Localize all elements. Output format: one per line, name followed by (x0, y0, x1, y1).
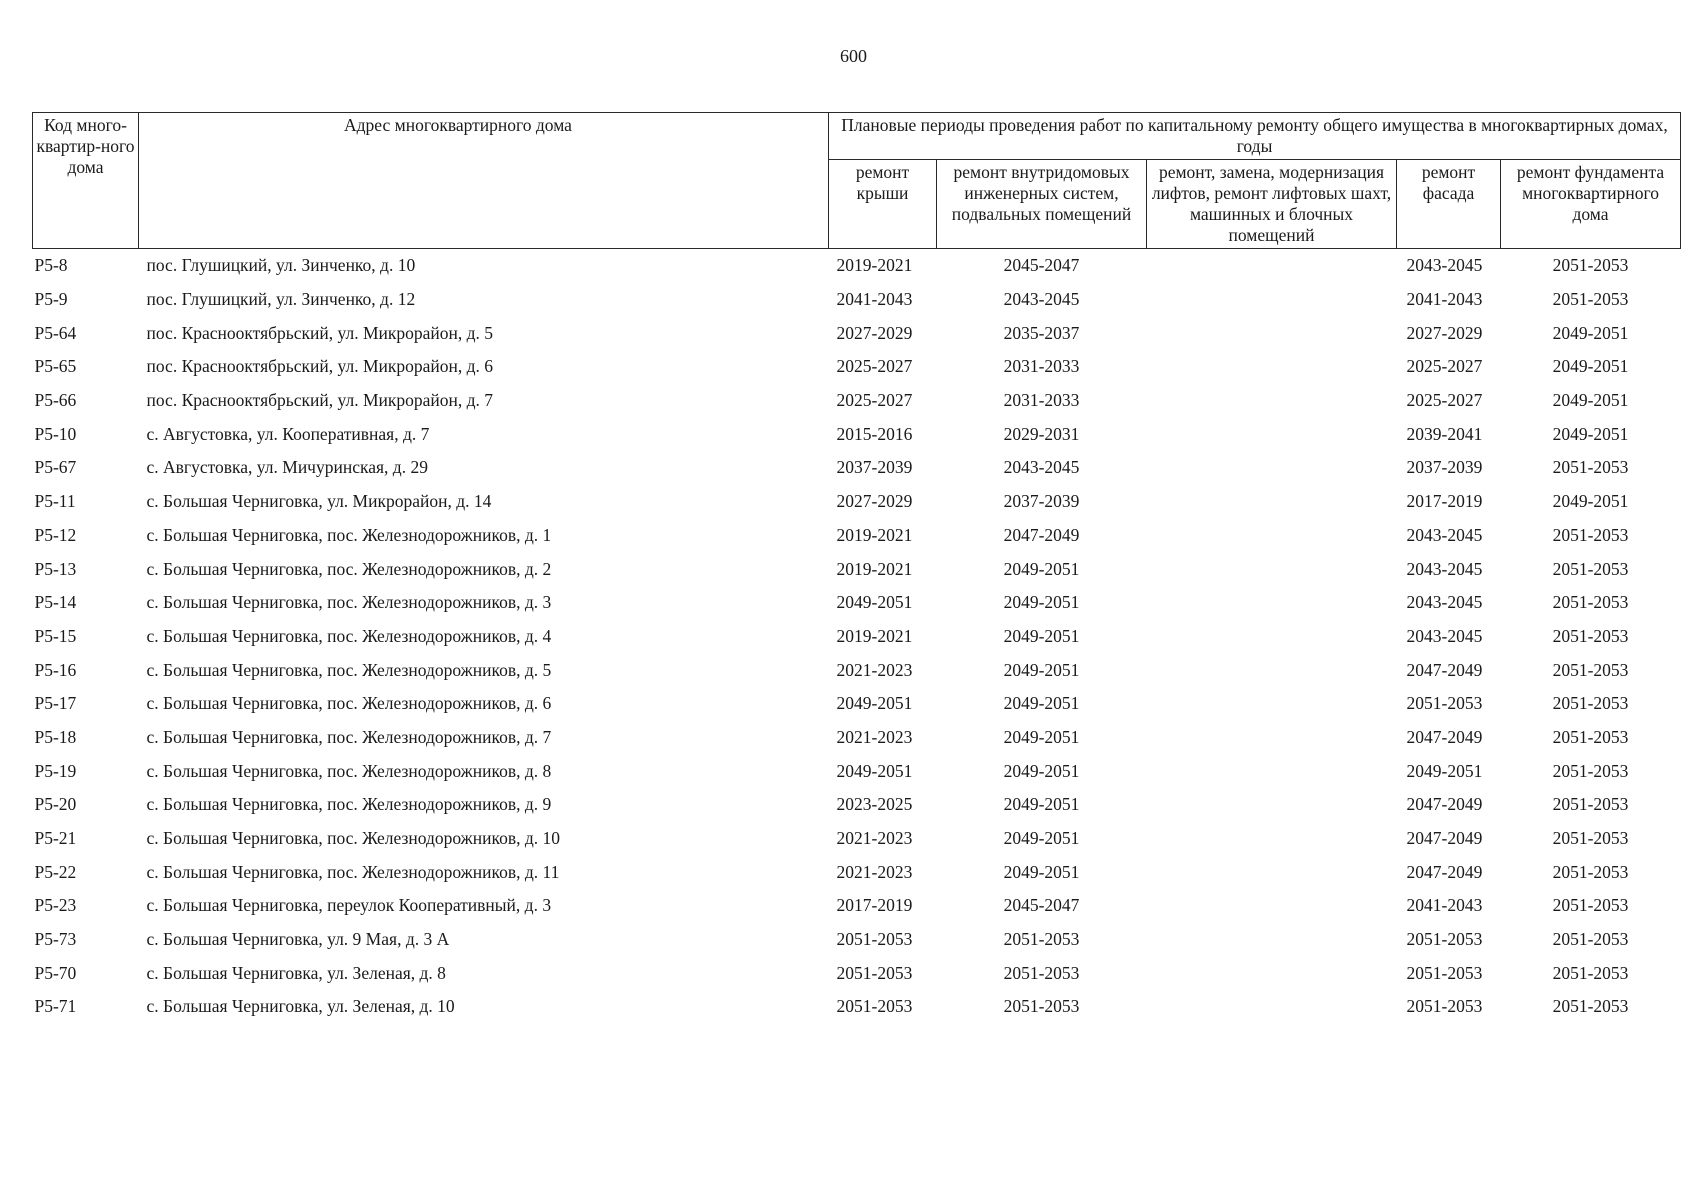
table-row (33, 620, 1681, 654)
cell-facade: 2041-2043 (1406, 289, 1483, 310)
cell-roof: 2021-2023 (836, 861, 913, 882)
cell-foundation: 2051-2053 (1552, 289, 1629, 310)
table-row (33, 451, 1681, 485)
cell-facade: 2039-2041 (1406, 423, 1483, 444)
table-row (33, 552, 1681, 586)
cell-address: с. Большая Черниговка, ул. Зеленая, д. 8 (146, 962, 446, 983)
cell-lifts (1147, 350, 1397, 384)
cell-engineering: 2049-2051 (1003, 828, 1080, 849)
table-row (33, 653, 1681, 687)
cell-foundation: 2051-2053 (1552, 726, 1629, 747)
table-row (33, 822, 1681, 856)
cell-engineering: 2049-2051 (1003, 659, 1080, 680)
cell-facade: 2043-2045 (1406, 625, 1483, 646)
cell-roof: 2023-2025 (836, 794, 913, 815)
cell-engineering: 2047-2049 (1003, 524, 1080, 545)
cell-code: Р5-12 (34, 524, 77, 545)
cell-foundation: 2051-2053 (1552, 558, 1629, 579)
cell-engineering: 2031-2033 (1003, 356, 1080, 377)
cell-lifts (1147, 552, 1397, 586)
cell-roof: 2051-2053 (836, 929, 913, 950)
cell-foundation: 2049-2051 (1552, 491, 1629, 512)
cell-code: Р5-17 (34, 693, 77, 714)
cell-foundation: 2051-2053 (1552, 760, 1629, 781)
cell-lifts (1147, 620, 1397, 654)
cell-address: пос. Краснооктябрьский, ул. Микрорайон, д. 5 (146, 322, 494, 343)
cell-address: с. Большая Черниговка, пос. Железнодорожников, д. 6 (146, 693, 552, 714)
cell-facade: 2043-2045 (1406, 558, 1483, 579)
cell-code: Р5-9 (34, 289, 68, 310)
cell-code: Р5-64 (34, 322, 77, 343)
cell-foundation: 2051-2053 (1552, 457, 1629, 478)
cell-roof: 2019-2021 (836, 558, 913, 579)
cell-foundation: 2051-2053 (1552, 962, 1629, 983)
cell-engineering: 2049-2051 (1003, 726, 1080, 747)
cell-lifts (1147, 923, 1397, 957)
header-lifts: ремонт, замена, модернизация лифтов, ремонт лифтовых шахт, машинных и блочных помещений (1147, 160, 1397, 249)
cell-engineering: 2029-2031 (1003, 423, 1080, 444)
cell-foundation: 2051-2053 (1552, 929, 1629, 950)
cell-engineering: 2045-2047 (1003, 895, 1080, 916)
cell-foundation: 2051-2053 (1552, 828, 1629, 849)
cell-address: с. Большая Черниговка, пос. Железнодорожников, д. 11 (146, 861, 560, 882)
cell-engineering: 2031-2033 (1003, 390, 1080, 411)
cell-foundation: 2051-2053 (1552, 592, 1629, 613)
cell-address: пос. Глушицкий, ул. Зинченко, д. 12 (146, 289, 416, 310)
cell-foundation: 2051-2053 (1552, 794, 1629, 815)
cell-engineering: 2049-2051 (1003, 625, 1080, 646)
cell-address: с. Большая Черниговка, пос. Железнодорожников, д. 10 (146, 828, 561, 849)
cell-address: с. Большая Черниговка, пос. Железнодорожников, д. 7 (146, 726, 552, 747)
cell-code: Р5-65 (34, 356, 77, 377)
cell-roof: 2021-2023 (836, 828, 913, 849)
cell-roof: 2021-2023 (836, 726, 913, 747)
cell-address: с. Большая Черниговка, ул. Зеленая, д. 10 (146, 996, 455, 1017)
cell-code: Р5-70 (34, 962, 77, 983)
cell-code: Р5-71 (34, 996, 77, 1017)
cell-facade: 2041-2043 (1406, 895, 1483, 916)
cell-engineering: 2051-2053 (1003, 962, 1080, 983)
cell-code: Р5-11 (34, 491, 76, 512)
cell-code: Р5-15 (34, 625, 77, 646)
cell-engineering: 2043-2045 (1003, 289, 1080, 310)
table-row (33, 754, 1681, 788)
cell-lifts (1147, 451, 1397, 485)
cell-lifts (1147, 721, 1397, 755)
cell-engineering: 2049-2051 (1003, 693, 1080, 714)
cell-foundation: 2051-2053 (1552, 255, 1629, 276)
cell-foundation: 2049-2051 (1552, 356, 1629, 377)
cell-facade: 2043-2045 (1406, 255, 1483, 276)
cell-facade: 2049-2051 (1406, 760, 1483, 781)
cell-address: с. Августовка, ул. Кооперативная, д. 7 (146, 423, 430, 444)
cell-foundation: 2051-2053 (1552, 524, 1629, 545)
cell-code: Р5-14 (34, 592, 77, 613)
header-engineering: ремонт внутридомовых инженерных систем, подвальных помещений (937, 160, 1147, 249)
cell-code: Р5-73 (34, 929, 77, 950)
cell-foundation: 2051-2053 (1552, 861, 1629, 882)
cell-address: пос. Краснооктябрьский, ул. Микрорайон, д. 6 (146, 356, 494, 377)
cell-roof: 2027-2029 (836, 322, 913, 343)
cell-engineering: 2049-2051 (1003, 760, 1080, 781)
cell-facade: 2047-2049 (1406, 828, 1483, 849)
cell-facade: 2043-2045 (1406, 592, 1483, 613)
cell-lifts (1147, 990, 1397, 1024)
cell-foundation: 2051-2053 (1552, 895, 1629, 916)
cell-address: с. Большая Черниговка, пос. Железнодорожников, д. 8 (146, 760, 552, 781)
cell-facade: 2037-2039 (1406, 457, 1483, 478)
cell-lifts (1147, 417, 1397, 451)
cell-foundation: 2051-2053 (1552, 625, 1629, 646)
cell-engineering: 2051-2053 (1003, 929, 1080, 950)
cell-engineering: 2049-2051 (1003, 794, 1080, 815)
cell-code: Р5-23 (34, 895, 77, 916)
cell-lifts (1147, 788, 1397, 822)
cell-roof: 2025-2027 (836, 356, 913, 377)
cell-engineering: 2035-2037 (1003, 322, 1080, 343)
cell-facade: 2027-2029 (1406, 322, 1483, 343)
table-row (33, 923, 1681, 957)
cell-roof: 2037-2039 (836, 457, 913, 478)
table-row (33, 249, 1681, 283)
table-row (33, 350, 1681, 384)
cell-lifts (1147, 653, 1397, 687)
cell-foundation: 2049-2051 (1552, 322, 1629, 343)
cell-roof: 2041-2043 (836, 289, 913, 310)
cell-address: пос. Глушицкий, ул. Зинченко, д. 10 (146, 255, 416, 276)
table-row (33, 721, 1681, 755)
cell-roof: 2049-2051 (836, 693, 913, 714)
cell-lifts (1147, 316, 1397, 350)
cell-roof: 2051-2053 (836, 996, 913, 1017)
cell-engineering: 2049-2051 (1003, 558, 1080, 579)
cell-lifts (1147, 889, 1397, 923)
cell-code: Р5-10 (34, 423, 77, 444)
cell-facade: 2047-2049 (1406, 794, 1483, 815)
cell-roof: 2019-2021 (836, 524, 913, 545)
cell-code: Р5-8 (34, 255, 68, 276)
cell-facade: 2051-2053 (1406, 693, 1483, 714)
cell-lifts (1147, 855, 1397, 889)
table-row (33, 956, 1681, 990)
table-body (33, 249, 1681, 1024)
table-row (33, 316, 1681, 350)
cell-address: с. Большая Черниговка, переулок Кооперативный, д. 3 (146, 895, 552, 916)
cell-lifts (1147, 384, 1397, 418)
cell-code: Р5-21 (34, 828, 77, 849)
header-facade: ремонт фасада (1397, 160, 1501, 249)
cell-code: Р5-22 (34, 861, 77, 882)
table-row (33, 384, 1681, 418)
cell-code: Р5-18 (34, 726, 77, 747)
cell-foundation: 2049-2051 (1552, 390, 1629, 411)
table-header (33, 113, 1681, 249)
table-row (33, 855, 1681, 889)
table-row (33, 586, 1681, 620)
header-roof: ремонт крыши (829, 160, 937, 249)
cell-facade: 2043-2045 (1406, 524, 1483, 545)
cell-address: с. Большая Черниговка, ул. Микрорайон, д. 14 (146, 491, 492, 512)
table-row (33, 687, 1681, 721)
cell-address: с. Большая Черниговка, пос. Железнодорожников, д. 1 (146, 524, 552, 545)
cell-lifts (1147, 956, 1397, 990)
table-row (33, 485, 1681, 519)
cell-lifts (1147, 754, 1397, 788)
cell-engineering: 2037-2039 (1003, 491, 1080, 512)
cell-lifts (1147, 283, 1397, 317)
cell-roof: 2019-2021 (836, 255, 913, 276)
table-row (33, 889, 1681, 923)
cell-facade: 2047-2049 (1406, 726, 1483, 747)
cell-address: с. Большая Черниговка, пос. Железнодорожников, д. 5 (146, 659, 552, 680)
cell-address: с. Большая Черниговка, ул. 9 Мая, д. 3 А (146, 929, 450, 950)
cell-foundation: 2051-2053 (1552, 693, 1629, 714)
capital-repair-table (32, 112, 1681, 1024)
cell-lifts (1147, 519, 1397, 553)
cell-address: с. Большая Черниговка, пос. Железнодорожников, д. 4 (146, 625, 552, 646)
cell-facade: 2025-2027 (1406, 390, 1483, 411)
header-code: Код много-квартир-ного дома (33, 113, 139, 249)
cell-lifts (1147, 586, 1397, 620)
cell-facade: 2047-2049 (1406, 861, 1483, 882)
cell-engineering: 2049-2051 (1003, 861, 1080, 882)
table-row (33, 990, 1681, 1024)
cell-code: Р5-13 (34, 558, 77, 579)
cell-code: Р5-67 (34, 457, 77, 478)
cell-facade: 2047-2049 (1406, 659, 1483, 680)
cell-engineering: 2051-2053 (1003, 996, 1080, 1017)
cell-roof: 2051-2053 (836, 962, 913, 983)
table-row (33, 417, 1681, 451)
cell-roof: 2015-2016 (836, 423, 913, 444)
cell-roof: 2017-2019 (836, 895, 913, 916)
header-foundation: ремонт фундамента многоквартирного дома (1501, 160, 1681, 249)
cell-roof: 2049-2051 (836, 760, 913, 781)
cell-address: пос. Краснооктябрьский, ул. Микрорайон, д. 7 (146, 390, 494, 411)
table-row (33, 519, 1681, 553)
table-row (33, 283, 1681, 317)
cell-address: с. Большая Черниговка, пос. Железнодорожников, д. 2 (146, 558, 552, 579)
cell-roof: 2049-2051 (836, 592, 913, 613)
cell-code: Р5-66 (34, 390, 77, 411)
cell-foundation: 2049-2051 (1552, 423, 1629, 444)
cell-foundation: 2051-2053 (1552, 996, 1629, 1017)
cell-roof: 2025-2027 (836, 390, 913, 411)
cell-code: Р5-16 (34, 659, 77, 680)
cell-code: Р5-19 (34, 760, 77, 781)
cell-engineering: 2045-2047 (1003, 255, 1080, 276)
cell-address: с. Августовка, ул. Мичуринская, д. 29 (146, 457, 428, 478)
cell-roof: 2019-2021 (836, 625, 913, 646)
cell-lifts (1147, 687, 1397, 721)
cell-roof: 2027-2029 (836, 491, 913, 512)
header-address: Адрес многоквартирного дома (139, 113, 829, 249)
cell-lifts (1147, 249, 1397, 283)
page-number: 600 (840, 46, 867, 66)
cell-address: с. Большая Черниговка, пос. Железнодорожников, д. 9 (146, 794, 552, 815)
cell-facade: 2025-2027 (1406, 356, 1483, 377)
cell-facade: 2051-2053 (1406, 962, 1483, 983)
cell-engineering: 2043-2045 (1003, 457, 1080, 478)
cell-facade: 2051-2053 (1406, 929, 1483, 950)
cell-foundation: 2051-2053 (1552, 659, 1629, 680)
cell-code: Р5-20 (34, 794, 77, 815)
cell-engineering: 2049-2051 (1003, 592, 1080, 613)
cell-facade: 2051-2053 (1406, 996, 1483, 1017)
cell-lifts (1147, 485, 1397, 519)
cell-roof: 2021-2023 (836, 659, 913, 680)
table-row (33, 788, 1681, 822)
header-periods: Плановые периоды проведения работ по капитальному ремонту общего имущества в многоквартирных домах, годы (829, 113, 1681, 160)
cell-address: с. Большая Черниговка, пос. Железнодорожников, д. 3 (146, 592, 552, 613)
cell-facade: 2017-2019 (1406, 491, 1483, 512)
cell-lifts (1147, 822, 1397, 856)
